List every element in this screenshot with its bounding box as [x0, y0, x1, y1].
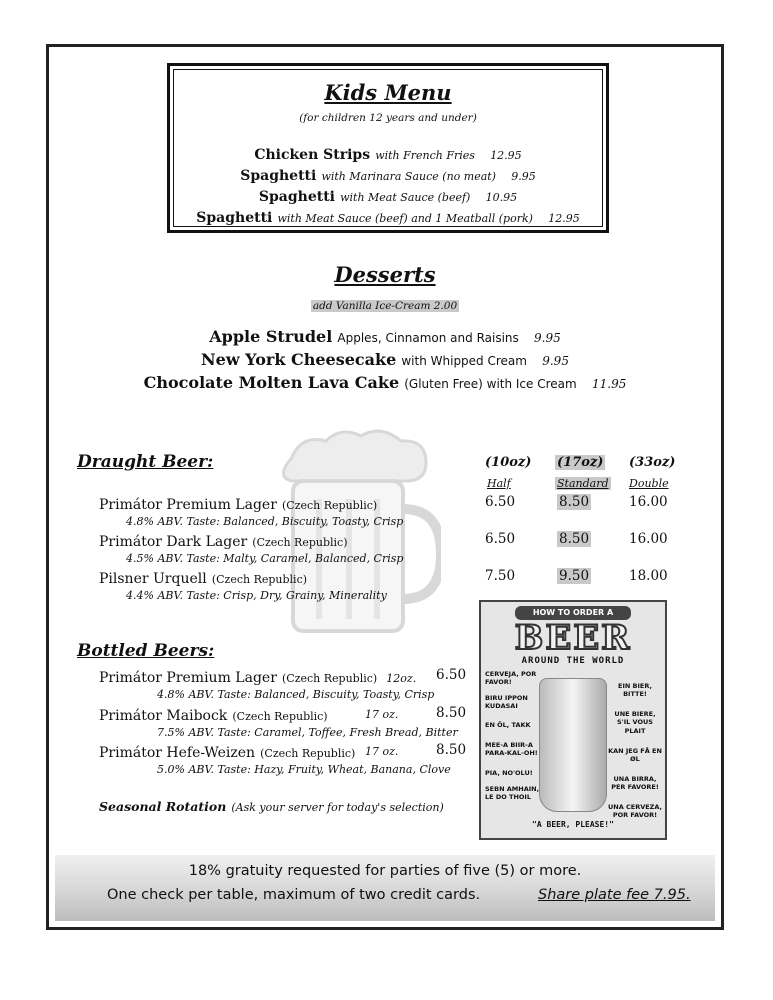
draught-taste: 4.5% ABV. Taste: Malty, Caramel, Balanced, Crisp	[126, 552, 404, 565]
draught-item: Pilsner Urquell (Czech Republic)	[99, 571, 308, 587]
draught-taste: 4.4% ABV. Taste: Crisp, Dry, Grainy, Minerality	[126, 589, 387, 602]
col-label-double: Double	[629, 477, 669, 490]
poster-phrase: EN ÖL, TAKK	[485, 720, 531, 729]
kids-menu-box	[167, 63, 609, 233]
kids-menu-title: Kids Menu	[324, 80, 452, 105]
draught-taste: 4.8% ABV. Taste: Balanced, Biscuity, Toasty, Crisp	[126, 515, 404, 528]
beer-poster	[479, 600, 667, 840]
menu-page	[46, 44, 724, 930]
bottled-item: Primátor Maibock (Czech Republic)	[99, 708, 328, 724]
share-plate-fee: Share plate fee 7.95.	[538, 887, 691, 903]
price-half: 6.50	[485, 494, 516, 510]
draught-item: Primátor Dark Lager (Czech Republic)	[99, 534, 348, 550]
poster-phrase: EIN BIER, BITTE!	[618, 682, 652, 699]
desserts-addon: add Vanilla Ice-Cream 2.00	[312, 300, 458, 312]
check-policy: One check per table, maximum of two credit cards.	[107, 887, 481, 903]
price-half: 6.50	[485, 531, 516, 547]
poster-phrase: UNE BIERE, S'IL VOUS PLAIT	[614, 710, 656, 735]
draught-beer-title: Draught Beer:	[77, 452, 214, 472]
price-double: 18.00	[629, 568, 668, 584]
kids-item: Chicken Strips with French Fries 12.95	[254, 147, 522, 163]
poster-bottom: "A BEER, PLEASE!"	[532, 820, 614, 829]
price-double: 16.00	[629, 494, 668, 510]
col-size-standard: (17oz)	[557, 455, 604, 470]
bottled-item: Primátor Hefe-Weizen (Czech Republic)	[99, 745, 356, 761]
bottled-price: 8.50	[436, 742, 467, 758]
col-label-half: Half	[487, 477, 511, 490]
poster-phrase: SEBN AMHAIN, LE DO THOIL	[485, 785, 540, 802]
dessert-item: Apple Strudel Apples, Cinnamon and Raisins 9.95	[209, 327, 561, 346]
poster-sub: AROUND THE WORLD	[521, 656, 625, 666]
beer-glass-icon	[539, 678, 607, 812]
bottled-size: 17 oz.	[365, 708, 399, 721]
dessert-item: Chocolate Molten Lava Cake (Gluten Free) with Ice Cream 11.95	[143, 373, 627, 392]
kids-menu-subtitle: (for children 12 years and under)	[299, 112, 477, 124]
poster-phrase: CERVEJA, POR FAVOR!	[485, 670, 537, 687]
bottled-taste: 5.0% ABV. Taste: Hazy, Fruity, Wheat, Banana, Clove	[157, 763, 451, 776]
col-label-standard: Standard	[557, 477, 609, 490]
dessert-item: New York Cheesecake with Whipped Cream 9.95	[201, 350, 569, 369]
seasonal-rotation: Seasonal Rotation (Ask your server for today's selection)	[99, 799, 444, 814]
col-size-double: (33oz)	[629, 455, 676, 470]
poster-big: BEER	[514, 618, 632, 658]
poster-phrase: PIA, NO'OLU!	[485, 768, 533, 777]
price-half: 7.50	[485, 568, 516, 584]
price-standard: 8.50	[559, 531, 590, 547]
desserts-title: Desserts	[334, 262, 436, 287]
poster-phrase: MEE-A BIIR-A PARA-KAL-OH!	[485, 740, 538, 757]
price-standard: 9.50	[559, 568, 590, 584]
poster-phrase: BIRU IPPON KUDASAI	[485, 694, 528, 711]
bottled-price: 8.50	[436, 705, 467, 721]
kids-item: Spaghetti with Meat Sauce (beef) 10.95	[258, 189, 518, 205]
price-standard: 8.50	[559, 494, 590, 510]
poster-phrase: UNA CERVEZA, POR FAVOR!	[607, 803, 663, 820]
draught-item: Primátor Premium Lager (Czech Republic)	[99, 497, 378, 513]
bottled-taste: 4.8% ABV. Taste: Balanced, Biscuity, Toasty, Crisp	[157, 688, 435, 701]
kids-item: Spaghetti with Meat Sauce (beef) and 1 Meatball (pork) 12.95	[196, 210, 580, 226]
bottled-size: 17 oz.	[365, 745, 399, 758]
bottled-item: Primátor Premium Lager (Czech Republic) 12oz.	[99, 670, 417, 686]
gratuity-note: 18% gratuity requested for parties of five (5) or more.	[188, 863, 582, 879]
kids-item: Spaghetti with Marinara Sauce (no meat) 9.95	[240, 168, 536, 184]
poster-top: HOW TO ORDER A	[515, 606, 631, 620]
bottled-price: 6.50	[436, 667, 467, 683]
bottled-taste: 7.5% ABV. Taste: Caramel, Toffee, Fresh Bread, Bitter	[157, 726, 458, 739]
price-double: 16.00	[629, 531, 668, 547]
bottled-beers-title: Bottled Beers:	[77, 641, 215, 661]
col-size-half: (10oz)	[485, 455, 532, 470]
poster-phrase: KAN JEG FÅ EN ØL	[608, 746, 662, 763]
poster-phrase: UNA BIRRA, PER FAVORE!	[611, 774, 659, 791]
footer-banner	[55, 855, 715, 921]
